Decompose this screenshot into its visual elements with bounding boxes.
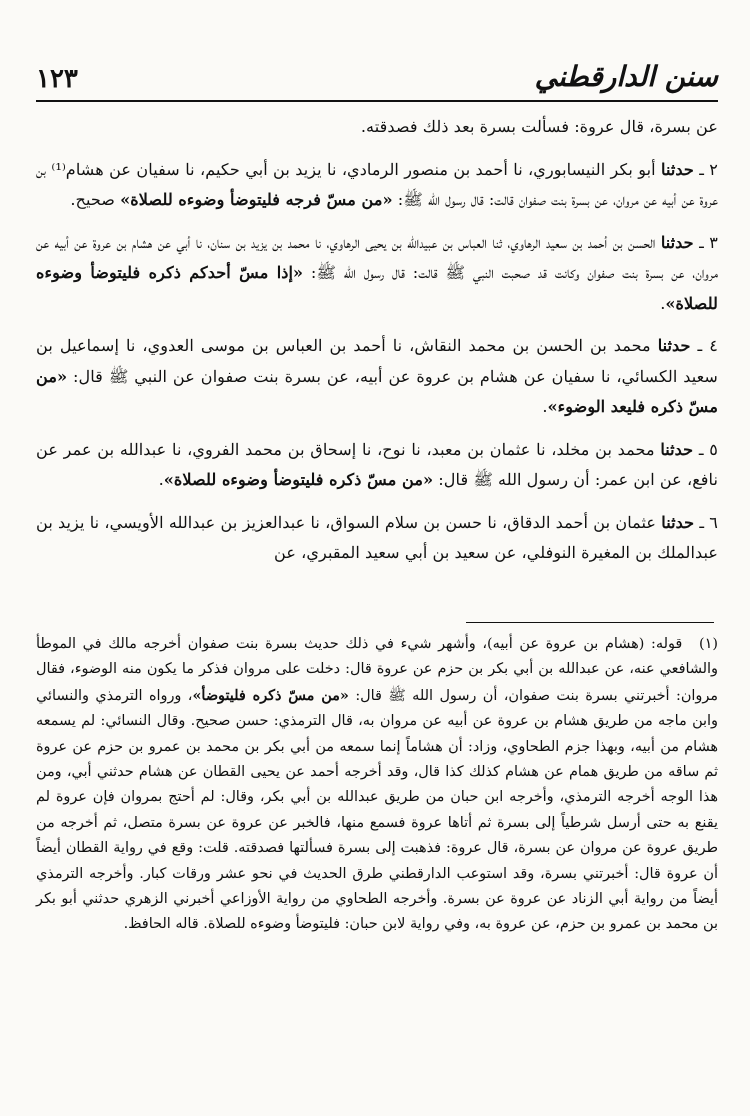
bold-text: حدثنا bbox=[657, 336, 691, 355]
hadith-paragraph bbox=[36, 508, 718, 569]
text-segment: . bbox=[660, 293, 666, 313]
footnotes bbox=[36, 632, 718, 938]
page-number: ١٢٣ bbox=[36, 64, 78, 94]
footnote-text bbox=[36, 636, 718, 932]
footnote-segment: قوله: (هشام بن عروة عن أبيه)، وأشهر شيء في ذلك حديث بسرة بنت صفوان أخرجه مالك في الموطأ والشافعي عنه، عن عبدالله بن أبي بكر بن حزم عن عروة قال: دخلت على مروان فذكر ما يكون منه الوضوء، فقال مروان: أخبرتني بسرة بنت صفوان، أن رسول الله ﷺ قال: bbox=[36, 636, 719, 704]
hadith-paragraph bbox=[36, 331, 718, 423]
text-segment: صحيح. bbox=[70, 190, 121, 209]
bold-text: «من مسّ ذكره فليتوضأ وضوءه للصلاة» bbox=[163, 470, 434, 489]
text-segment: محمد بن مخلد، نا عثمان بن معبد، نا نوح، نا إسحاق بن محمد الفروي، نا عبدالله بن عمر عن نافع، عن ابن عمر: أن رسول الله ﷺ قال: bbox=[36, 439, 718, 489]
book-title: سنن الدارقطني bbox=[534, 60, 718, 93]
text-segment: ٢ ـ bbox=[693, 159, 718, 179]
text-segment: . bbox=[158, 470, 164, 489]
text-segment: أبو بكر النيسابوري، نا أحمد بن منصور الرمادي، نا يزيد بن أبي حكيم، نا سفيان عن هشام bbox=[65, 159, 662, 179]
hadith-paragraph bbox=[36, 155, 718, 216]
text-segment: . bbox=[542, 397, 548, 416]
hadith-paragraph bbox=[36, 228, 718, 320]
main-text bbox=[36, 112, 718, 581]
bold-text: «من مسّ فرجه فليتوضأ وضوءه للصلاة» bbox=[120, 190, 393, 209]
text-segment: بن عروة عن أبيه عن مروان، عن بسرة بنت صفوان قالت: قال رسول الله ﷺ: bbox=[36, 159, 718, 209]
bold-text: «إذا مسّ أحدكم ذكره فليتوضأ وضوءه للصلاة» bbox=[36, 263, 718, 313]
hadith-paragraph bbox=[36, 435, 718, 496]
text-segment: عن بسرة، قال عروة: فسألت بسرة بعد ذلك فصدقته. bbox=[360, 117, 718, 136]
page-header bbox=[36, 58, 718, 102]
bold-text: حدثنا bbox=[661, 159, 694, 179]
footnote-divider bbox=[466, 622, 714, 623]
text-segment: الحسن بن أحمد بن سعيد الرهاوي، ثنا العباس بن عبيدالله بن يحيى الرهاوي، نا محمد بن يزيد بن سنان، نا أبي عن هشام بن عروة عن أبيه عن مروان، عن بسرة بنت صفوان وكانت قد صحبت النبي ﷺ قالت: قال رسول الله ﷺ: bbox=[36, 232, 718, 282]
bold-text: «من مسّ ذكره فليعد الوضوء» bbox=[36, 366, 718, 416]
footnote-segment: ، ورواه الترمذي والنسائي وابن ماجه من طريق هشام بن عروة عن أبيه عن مروان به، قال الترمذي: حسن صحيح. وقال النسائي: لم يسمعه هشام من أبيه، وبهذا جزم الطحاوي، وزاد: أن هشاماً إنما سمعه من أبي بكر بن محمد بن عمرو بن حزم عن عروة ثم ساقه من طريق همام عن هشام كذلك كذا قال، وقد أخرجه أحمد عن يحيى القطان عن هشام حدثني أبي، ومن هذا الوجه أخرجه الترمذي، وأخرجه ابن حبان من طريق عبدالله بن أبي بكر، وقال: لم أحتج بمروان فإن عروة لم يقنع به حتى أرسل شرطياً إلى بسرة ثم أتاها عروة فسمع منها، فالخبر عن عروة عن بسرة متصل، ثم أخرجه من طريق عروة عن مروان عن بسرة، قال عروة: فذهبت إلى بسرة فسألتها فصدقته. قلت: وقع في رواية القطان أيضاً أن عروة قال: أخبرتني بسرة، وقد استوعب الدارقطني طرق الحديث في نحو عشر ورقات كبار. وأخرجه الترمذي أيضاً من رواية أبي الزناد عن عروة عن بسرة. وأخرجه الطحاوي من رواية الأوزاعي أخبرني الزهري حدثني أبو بكر بن محمد بن عمرو بن حزم، عن عروة به، وفي رواية لابن حبان: فليتوضأ وضوءه للصلاة. قاله الحافظ. bbox=[36, 687, 718, 933]
text-segment: ٤ ـ bbox=[690, 336, 718, 355]
text-segment: ٣ ـ bbox=[693, 232, 718, 252]
text-segment: عثمان بن أحمد الدقاق، نا حسن بن سلام السواق، نا عبدالعزيز بن عبدالله الأويسي، نا يزيد بن عبدالملك بن المغيرة النوفلي، عن سعيد بن أبي سعيد المقبري، عن bbox=[36, 512, 718, 562]
hadith-paragraph bbox=[36, 112, 718, 143]
text-segment: محمد بن الحسن بن محمد النقاش، نا أحمد بن العباس بن موسى العدوي، نا إسماعيل بن سعيد الكسائي، نا سفيان عن هشام بن عروة عن أبيه، عن بسرة بنت صفوان عن النبي ﷺ قال: bbox=[36, 336, 718, 386]
footnote-marker: (١) bbox=[699, 636, 718, 652]
text-segment: ٥ ـ bbox=[693, 439, 718, 459]
bold-text: حدثنا bbox=[660, 232, 694, 252]
text-segment: ⁽¹⁾ bbox=[51, 159, 66, 179]
bold-text: حدثنا bbox=[660, 439, 694, 459]
footnote-bold-text: «من مسّ ذكره فليتوضأ» bbox=[192, 686, 349, 704]
bold-text: حدثنا bbox=[661, 512, 695, 532]
text-segment: ٦ ـ bbox=[694, 512, 718, 532]
